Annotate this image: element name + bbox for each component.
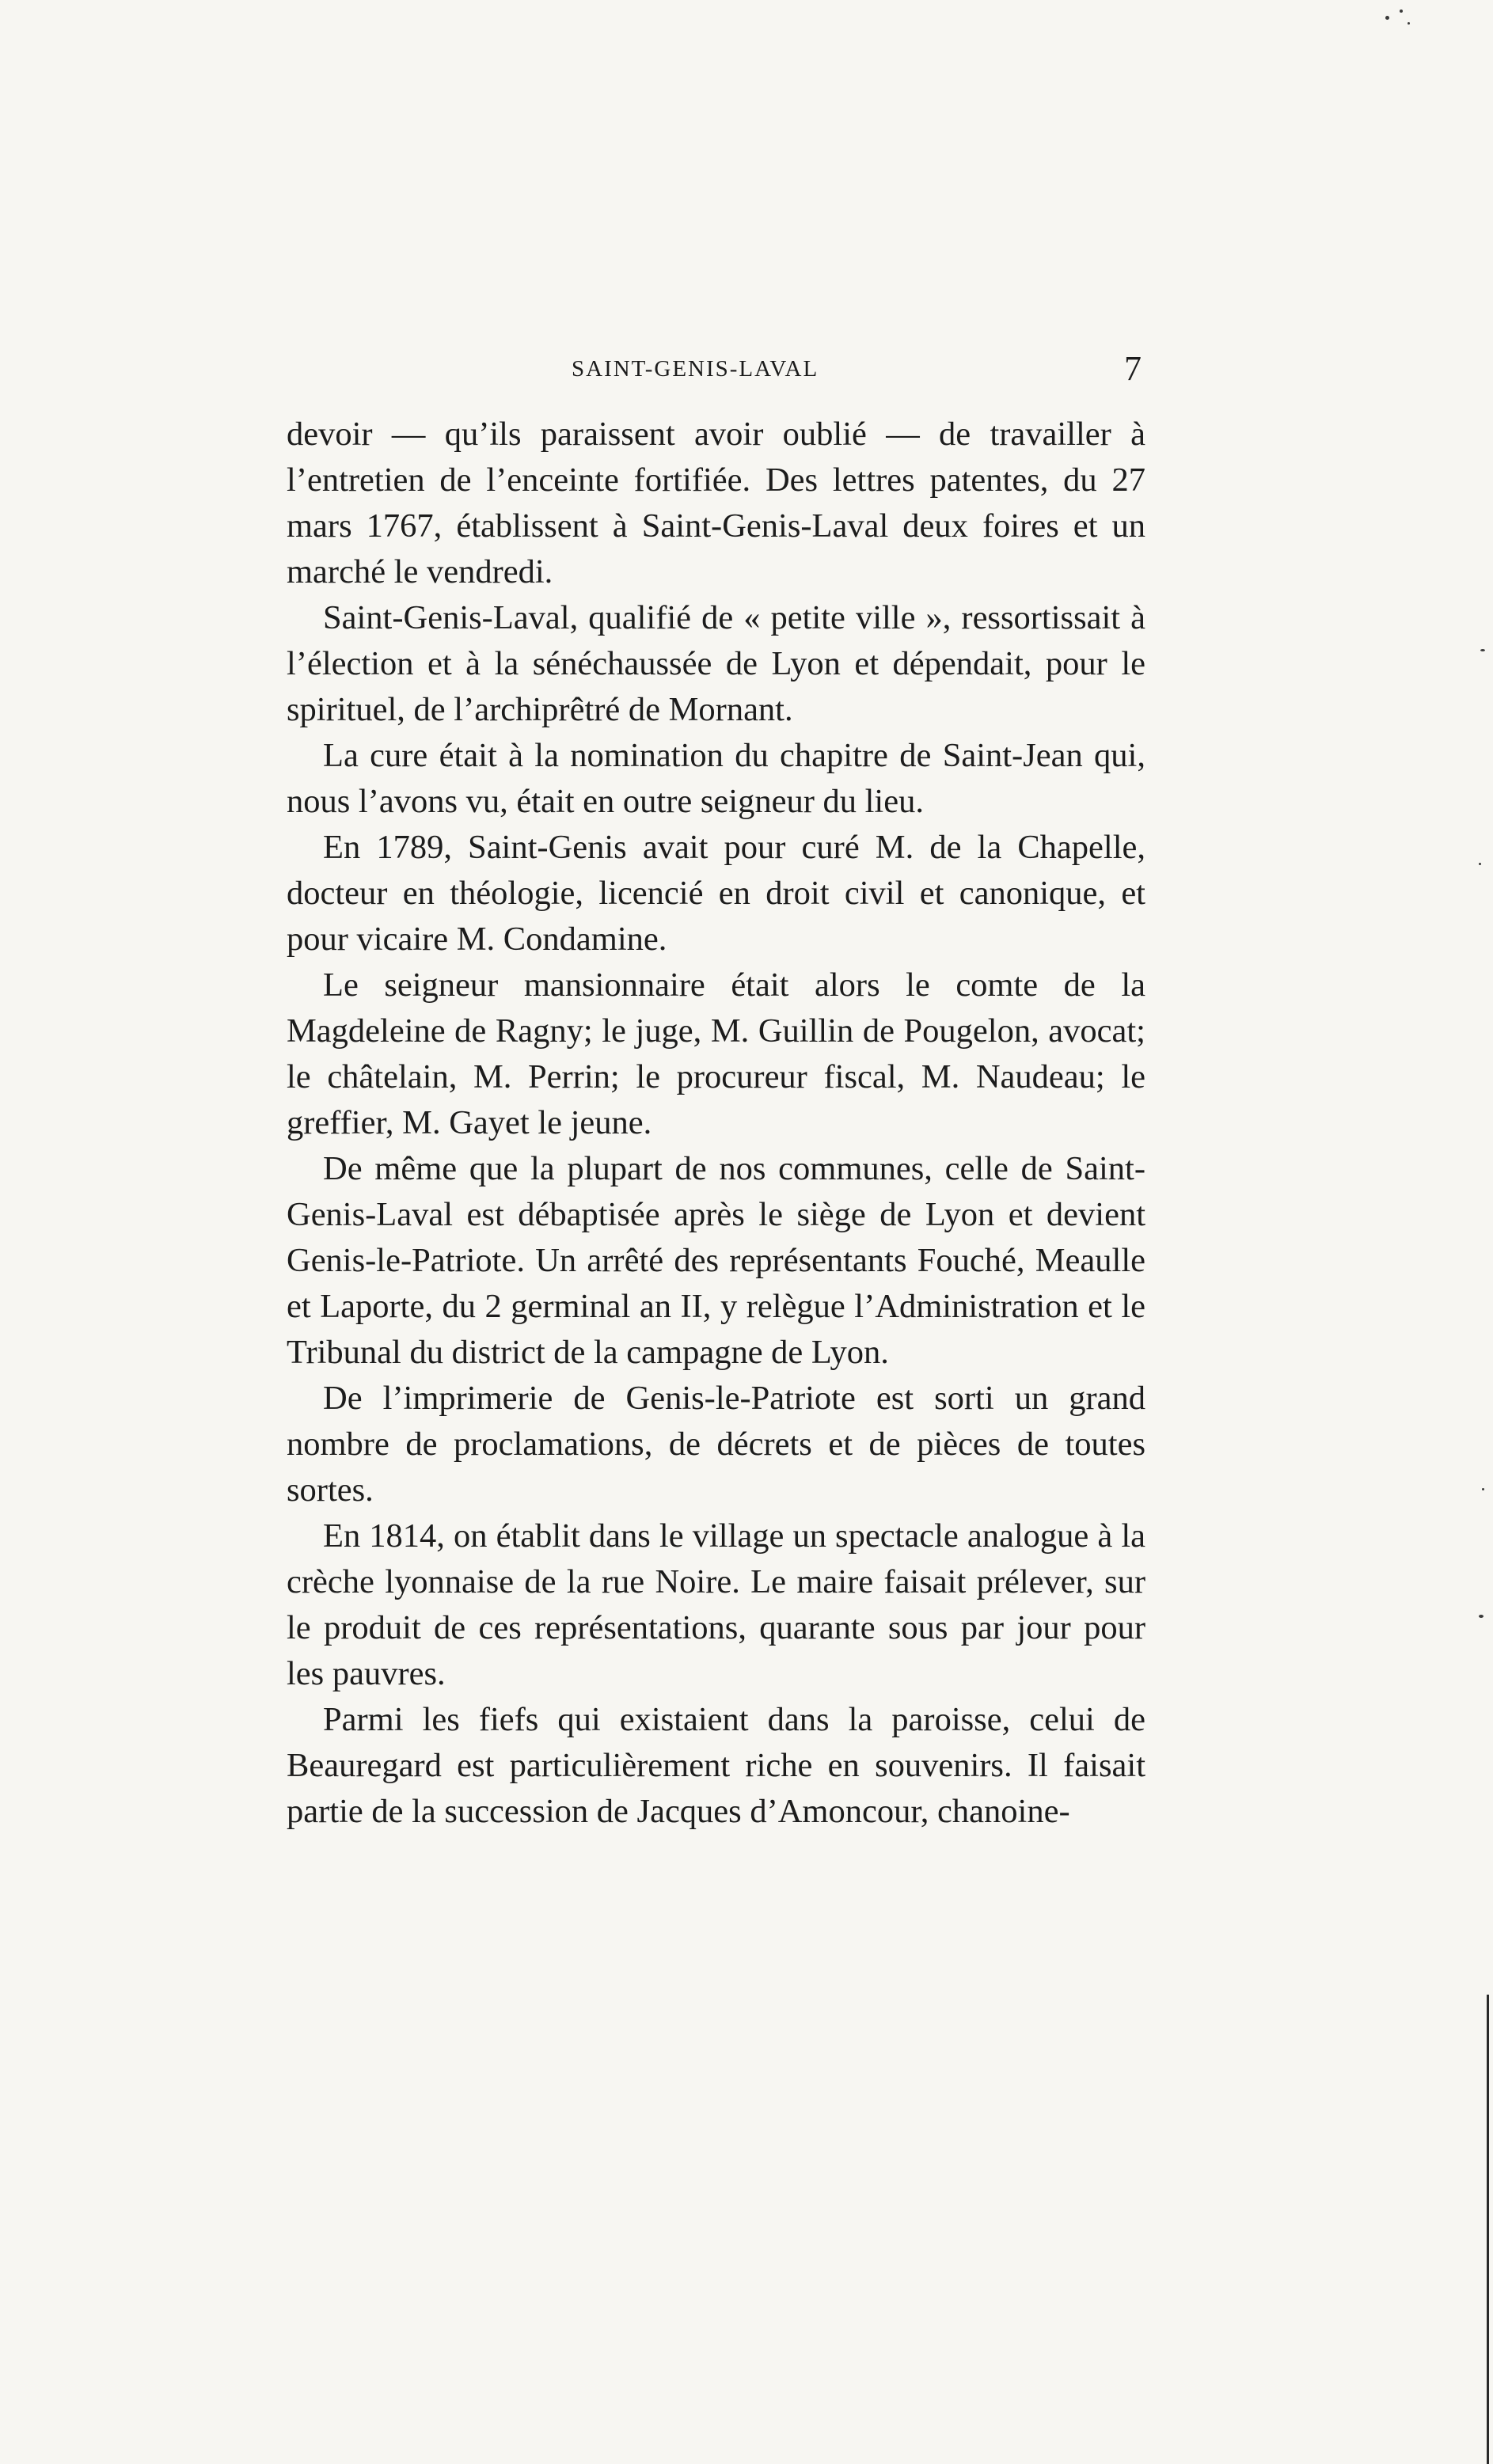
scan-speck	[1479, 863, 1481, 865]
paragraph: Saint-Genis-Laval, qualifié de « petite ville », ressortissait à l’élection et à la sénéchaussée de Lyon et dépendait, pour le spirituel, de l’archiprêtré de Mornant.	[287, 599, 1145, 728]
paragraph: De même que la plupart de nos communes, celle de Saint-Genis-Laval est débaptisée après le siège de Lyon et devient Genis-le-Patriote. Un arrêté des représentants Fouché, Meaulle et Laporte, du 2 germinal an II, y relègue l’Administration et le Tribunal du district de la campagne de Lyon.	[287, 1150, 1145, 1371]
paragraph: devoir — qu’ils paraissent avoir oublié — de travailler à l’entretien de l’enceinte fortifiée. Des lettres patentes, du 27 mars 1767, établissent à Saint-Genis-Laval deux foires et un marché le vendredi.	[287, 416, 1145, 590]
paragraph: En 1814, on établit dans le village un spectacle analogue à la crèche lyonnaise de la rue Noire. Le maire faisait prélever, sur le produit de ces représentations, quarante sous par jour pour les pauvres.	[287, 1517, 1145, 1692]
paragraph: En 1789, Saint-Genis avait pour curé M. de la Chapelle, docteur en théologie, licencié en droit civil et canonique, et pour vicaire M. Condamine.	[287, 829, 1145, 958]
scan-speck	[1479, 1615, 1484, 1618]
scan-speck	[1480, 649, 1485, 651]
scan-edge-line	[1487, 1995, 1489, 2464]
scan-speck	[1408, 22, 1410, 25]
paragraph: La cure était à la nomination du chapitre de Saint-Jean qui, nous l’avons vu, était en outre seigneur du lieu.	[287, 737, 1145, 820]
page-number: 7	[1124, 349, 1142, 388]
paragraph: Le seigneur mansionnaire était alors le comte de la Magdeleine de Ragny; le juge, M. Guillin de Pougelon, avocat; le châtelain, M. Perrin; le procureur fiscal, M. Naudeau; le greffier, M. Gayet le jeune.	[287, 966, 1145, 1141]
paragraph: De l’imprimerie de Genis-le-Patriote est sorti un grand nombre de proclamations, de décrets et de pièces de toutes sortes.	[287, 1380, 1145, 1509]
running-head	[287, 348, 1142, 396]
scan-speck	[1482, 1488, 1484, 1490]
body-text	[287, 412, 1145, 1835]
running-title: SAINT-GENIS-LAVAL	[572, 356, 819, 382]
scan-speck	[1400, 9, 1403, 13]
scan-speck	[1385, 16, 1389, 20]
paragraph: Parmi les fiefs qui existaient dans la paroisse, celui de Beauregard est particulièrement riche en souvenirs. Il faisait partie de la succession de Jacques d’Amoncour, chanoine-	[287, 1701, 1145, 1830]
